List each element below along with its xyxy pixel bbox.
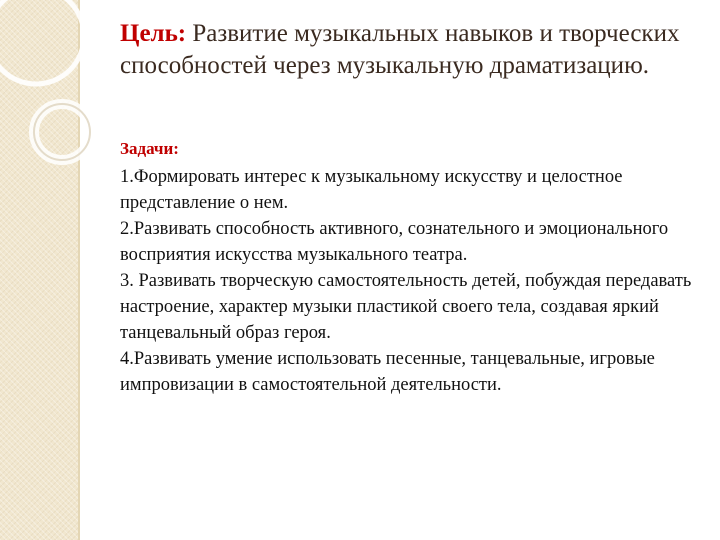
- slide-title: [120, 18, 690, 82]
- tasks-section: [120, 136, 695, 398]
- task-item-1: 1.Формировать интерес к музыкальному искусству и целостное представление о нем.: [120, 167, 623, 213]
- decorative-rings: [0, 0, 120, 200]
- task-item-3: 3. Развивать творческую самостоятельность детей, побуждая передавать настроение, характер музыки пластикой своего тела, создавая яркий танцевальный образ героя.: [120, 271, 692, 343]
- task-item-4: 4.Развивать умение использовать песенные, танцевальные, игровые импровизации в самостоятельной деятельности.: [120, 349, 655, 395]
- goal-label: Цель:: [120, 20, 187, 47]
- tasks-heading: Задачи:: [120, 139, 179, 158]
- goal-text: Развитие музыкальных навыков и творческих способностей через музыкальную драматизацию.: [120, 20, 680, 79]
- task-item-2: 2.Развивать способность активного, сознательного и эмоционального восприятия искусства музыкального театра.: [120, 219, 669, 265]
